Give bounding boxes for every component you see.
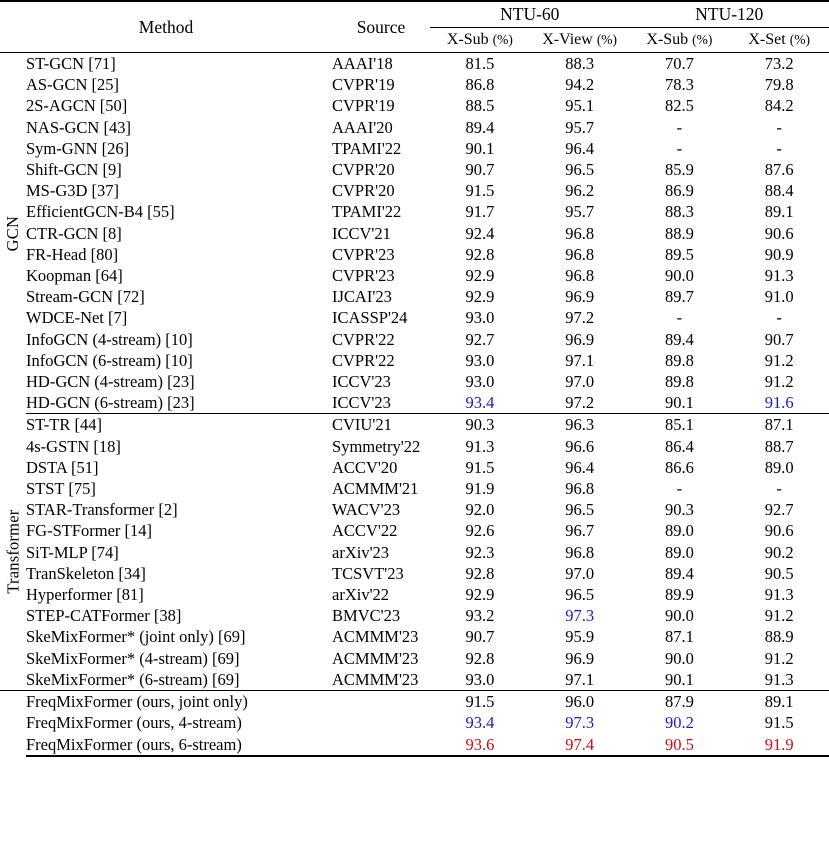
cell-ntu60-xview: 96.8 [565,223,595,243]
cell-ntu120-xsub: 89.4 [664,563,694,583]
cell-ntu60-xview: 96.7 [565,521,595,541]
table-row [0,159,829,180]
cell-ntu120-xset: - [776,138,782,158]
cell-source: CVPR'22 [332,329,395,349]
cell-ntu120-xset: 90.2 [764,542,794,562]
cell-ntu60-xsub: 91.9 [465,479,495,499]
cell-ntu120-xset: 73.2 [729,53,829,75]
cell-source: arXiv'22 [332,585,390,605]
cell-source: ICCV'23 [332,372,391,392]
cell-ntu60-xsub: 90.7 [465,160,495,180]
cell-ntu120-xsub: - [676,138,683,158]
cell-method: HD-GCN (4-stream) [23] [26,372,195,392]
cell-ntu120-xset: 91.2 [764,648,794,668]
cell-ntu120-xsub: 70.7 [630,53,730,75]
cell-ntu120-xsub: 89.9 [664,585,694,605]
cell-ntu120-xset: 91.2 [764,350,794,370]
cell-ntu120-xsub: 87.9 [630,691,730,713]
cell-ntu120-xsub: - [676,308,683,328]
cell-ntu120-xsub: 90.5 [630,734,730,756]
cell-ntu120-xset: 88.9 [764,627,794,647]
subcol-label: X-View [542,31,593,48]
cell-ntu60-xview: 96.5 [565,160,595,180]
cell-ntu60-xsub: 91.5 [465,181,495,201]
table-row [0,478,829,499]
cell-method: SkeMixFormer* (4-stream) [69] [26,648,240,668]
column-group-ntu120: NTU-120 [630,1,829,28]
cell-method: FG-STFormer [14] [26,521,153,541]
cell-ntu60-xsub: 92.8 [465,648,495,668]
cell-source: CVPR'19 [332,75,395,95]
column-header-ntu60-xsub [430,28,530,53]
table-row [0,74,829,95]
unit-label: (%) [692,32,713,47]
table-row [0,53,829,75]
cell-ntu120-xset: 88.4 [764,181,794,201]
cell-ntu60-xsub: 92.8 [465,244,495,264]
cell-source: ACMMM'23 [332,669,419,689]
cell-ntu60-xview: 95.1 [565,96,595,116]
cell-ntu60-xview: 94.2 [565,75,595,95]
cell-method: FR-Head [80] [26,244,119,264]
cell-ntu120-xset: 89.0 [764,457,794,477]
table-row [0,584,829,605]
cell-ntu60-xsub: 91.7 [465,202,495,222]
cell-ntu60-xsub: 92.3 [465,542,495,562]
cell-ntu120-xsub: 87.1 [664,627,694,647]
cell-ntu120-xsub: 90.1 [664,669,694,689]
cell-ntu120-xsub: 85.1 [630,414,730,436]
cell-ntu60-xsub: 92.9 [465,585,495,605]
cell-ntu60-xsub: 92.7 [465,329,495,349]
cell-method: MS-G3D [37] [26,181,120,201]
cell-ntu120-xsub: 89.8 [664,350,694,370]
cell-ntu60-xview: 97.0 [565,563,595,583]
column-header-ntu120-xset [729,28,829,53]
cell-source: ACCV'22 [332,521,398,541]
cell-ntu60-xsub: 90.1 [465,138,495,158]
table-row [0,457,829,478]
cell-ntu60-xsub: 92.8 [465,563,495,583]
table-row [0,117,829,138]
section-label-text: GCN [3,215,23,252]
cell-method: HD-GCN (6-stream) [23] [26,393,195,413]
column-header-ntu120-xsub [630,28,730,53]
cell-ntu60-xview: 95.9 [565,627,595,647]
cell-ntu60-xview: 96.5 [565,500,595,520]
cell-method: Koopman [64] [26,266,123,286]
cell-ntu120-xsub: 89.4 [664,329,694,349]
cell-ntu120-xsub: - [676,479,683,499]
table-row [0,286,829,307]
cell-ntu120-xsub: 82.5 [664,96,694,116]
table-row [0,648,829,669]
cell-ntu120-xset: - [776,479,782,499]
cell-ntu120-xsub: - [676,117,683,137]
cell-ntu60-xsub: 93.0 [465,308,495,328]
section-label-transformer [0,414,26,691]
column-header-method: Method [0,1,332,53]
cell-source: ICCV'21 [332,223,391,243]
cell-ntu60-xsub: 93.0 [465,350,495,370]
cell-ntu60-xsub: 93.2 [465,606,495,626]
cell-source: WACV'23 [332,500,401,520]
cell-source: TPAMI'22 [332,138,402,158]
table-row [0,669,829,691]
cell-ntu60-xview: 96.0 [530,691,630,713]
cell-ntu120-xset: 91.5 [764,713,794,733]
table-row [0,95,829,116]
cell-ntu60-xview: 96.8 [565,479,595,499]
table-row [0,244,829,265]
cell-source [332,691,430,713]
cell-source: ICCV'23 [332,393,391,413]
cell-method: TranSkeleton [34] [26,563,146,583]
cell-ntu60-xview: 96.4 [565,138,595,158]
cell-ntu60-xsub: 91.5 [430,691,530,713]
cell-ntu60-xview: 97.0 [565,372,595,392]
cell-ntu60-xview: 96.8 [565,266,595,286]
cell-ntu120-xset: 91.0 [764,287,794,307]
cell-ntu120-xset: 79.8 [764,75,794,95]
cell-source: arXiv'23 [332,542,390,562]
column-group-ntu60: NTU-60 [430,1,630,28]
cell-method: CTR-GCN [8] [26,223,122,243]
cell-ntu120-xset: 87.1 [729,414,829,436]
cell-source: ACMMM'21 [332,479,419,499]
cell-ntu60-xsub: 92.0 [465,500,495,520]
cell-ntu120-xsub: 78.3 [664,75,694,95]
section-label-text: Transformer [3,509,23,595]
cell-ntu60-xsub: 92.6 [465,521,495,541]
cell-ntu120-xset: 90.7 [764,329,794,349]
cell-source: AAAI'18 [332,53,430,75]
cell-ntu120-xsub: 86.4 [664,436,694,456]
cell-ntu60-xview: 96.2 [565,181,595,201]
cell-ntu120-xsub: 90.3 [664,500,694,520]
cell-ntu120-xsub: 90.0 [664,266,694,286]
cell-ntu120-xset: 91.9 [729,734,829,756]
cell-method: FreqMixFormer (ours, 4-stream) [26,713,242,733]
cell-ntu120-xsub: 85.9 [664,160,694,180]
subcol-label: X-Set [748,31,786,48]
cell-ntu120-xset: 90.5 [764,563,794,583]
cell-method: InfoGCN (4-stream) [10] [26,329,193,349]
cell-ntu120-xset: 91.3 [764,669,794,689]
cell-ntu60-xview: 96.9 [565,329,595,349]
cell-source: CVPR'23 [332,244,395,264]
cell-ntu120-xsub: 86.9 [664,181,694,201]
cell-ntu120-xsub: 88.3 [664,202,694,222]
cell-source: CVPR'19 [332,96,395,116]
cell-ntu120-xsub: 88.9 [664,223,694,243]
cell-method: SiT-MLP [74] [26,542,119,562]
cell-ntu60-xsub: 92.9 [465,287,495,307]
cell-source: CVPR'22 [332,350,395,370]
cell-ntu60-xview: 97.1 [565,669,595,689]
cell-ntu120-xsub: 86.6 [664,457,694,477]
rotated-section-label [0,53,26,414]
cell-method: 2S-AGCN [50] [26,96,128,116]
cell-source: CVPR'23 [332,266,395,286]
table-row [0,712,829,733]
table-row [0,520,829,541]
cell-method: Sym-GNN [26] [26,138,130,158]
cell-ntu60-xview: 97.2 [565,393,595,413]
cell-ntu60-xsub: 81.5 [430,53,530,75]
cell-ntu120-xset: 91.3 [764,266,794,286]
cell-source: ACCV'20 [332,457,398,477]
cell-method: DSTA [51] [26,457,99,477]
cell-method: NAS-GCN [43] [26,117,131,137]
cell-ntu60-xview: 96.5 [565,585,595,605]
table-row [0,350,829,371]
unit-label: (%) [789,32,810,47]
unit-label: (%) [596,32,618,47]
cell-source: Symmetry'22 [332,436,421,456]
cell-ntu60-xview: 97.1 [565,350,595,370]
cell-ntu60-xsub: 90.7 [465,627,495,647]
table-row [0,563,829,584]
cell-ntu60-xview: 88.3 [530,53,630,75]
cell-ntu60-xsub: 92.4 [465,223,495,243]
cell-source: CVPR'20 [332,160,395,180]
cell-source [332,712,430,733]
cell-method: InfoGCN (6-stream) [10] [26,350,193,370]
cell-method: 4s-GSTN [18] [26,436,121,456]
subcol-label: X-Sub [646,31,689,48]
cell-source: ACMMM'23 [332,627,419,647]
cell-source: CVPR'20 [332,181,395,201]
cell-ntu60-xsub: 90.3 [430,414,530,436]
table-row [0,307,829,328]
table-row [0,223,829,244]
cell-ntu60-xview: 97.3 [565,713,595,733]
cell-ntu60-xsub: 88.5 [465,96,495,116]
cell-ntu60-xview: 96.9 [565,648,595,668]
cell-ntu120-xsub: 90.1 [664,393,694,413]
cell-ntu60-xsub: 86.8 [465,75,495,95]
cell-ntu120-xset: - [776,308,782,328]
cell-ntu60-xview: 97.4 [530,734,630,756]
table-row [0,414,829,436]
cell-method: SkeMixFormer* (joint only) [69] [26,627,246,647]
section-label-none [0,691,26,756]
cell-ntu60-xview: 96.8 [565,542,595,562]
cell-method: FreqMixFormer (ours, joint only) [26,691,332,713]
cell-ntu60-xview: 95.7 [565,117,595,137]
cell-method: EfficientGCN-B4 [55] [26,202,175,222]
cell-method: STST [75] [26,479,96,499]
cell-source: ICASSP'24 [332,308,408,328]
subcol-label: X-Sub [446,31,489,48]
table-row [0,180,829,201]
cell-method: Hyperformer [81] [26,585,144,605]
cell-ntu120-xset: 91.2 [764,372,794,392]
cell-ntu120-xset: 90.6 [764,223,794,243]
table-row [0,734,829,756]
cell-method: Stream-GCN [72] [26,287,145,307]
cell-ntu120-xsub: 89.0 [664,542,694,562]
cell-ntu120-xset: 89.1 [729,691,829,713]
cell-source [332,734,430,756]
section-label-gcn [0,53,26,414]
cell-method: ST-TR [44] [26,414,332,436]
table-row [0,436,829,457]
table-row [0,605,829,626]
cell-source: TCSVT'23 [332,563,404,583]
table-row [0,542,829,563]
cell-method: WDCE-Net [7] [26,308,128,328]
cell-ntu60-xview: 96.4 [565,457,595,477]
cell-source: AAAI'20 [332,117,393,137]
cell-source: ACMMM'23 [332,648,419,668]
cell-method: STEP-CATFormer [38] [26,606,182,626]
cell-ntu120-xset: - [776,117,782,137]
cell-ntu120-xsub: 90.0 [664,648,694,668]
cell-ntu120-xsub: 89.7 [664,287,694,307]
cell-method: ST-GCN [71] [26,53,332,75]
cell-ntu60-xsub: 89.4 [465,117,495,137]
cell-ntu120-xsub: 89.0 [664,521,694,541]
cell-ntu120-xset: 89.1 [764,202,794,222]
header-row-groups [0,1,829,28]
cell-ntu60-xsub: 93.0 [465,669,495,689]
table-row [0,392,829,414]
cell-method: FreqMixFormer (ours, 6-stream) [26,734,332,756]
cell-ntu60-xsub: 93.4 [465,713,495,733]
cell-ntu120-xsub: 89.8 [664,372,694,392]
cell-ntu60-xview: 96.3 [530,414,630,436]
unit-label: (%) [492,32,513,47]
cell-method: AS-GCN [25] [26,75,120,95]
cell-ntu120-xsub: 90.2 [664,713,694,733]
table-row [0,138,829,159]
cell-ntu120-xset: 87.6 [764,160,794,180]
cell-ntu60-xview: 96.9 [565,287,595,307]
cell-ntu60-xsub: 91.3 [465,436,495,456]
cell-ntu120-xsub: 89.5 [664,244,694,264]
rotated-section-label [0,414,26,690]
cell-ntu60-xview: 97.3 [565,606,595,626]
table-row [0,626,829,647]
table-row [0,499,829,520]
cell-ntu120-xset: 88.7 [764,436,794,456]
table-row [0,329,829,350]
cell-source: TPAMI'22 [332,202,402,222]
cell-ntu120-xset: 90.6 [764,521,794,541]
cell-ntu60-xview: 96.6 [565,436,595,456]
table-row [0,201,829,222]
cell-ntu60-xview: 95.7 [565,202,595,222]
cell-ntu60-xsub: 91.5 [465,457,495,477]
cell-ntu120-xset: 91.3 [764,585,794,605]
column-header-ntu60-xview [530,28,630,53]
cell-ntu120-xset: 91.2 [764,606,794,626]
table-row [0,371,829,392]
cell-ntu120-xset: 91.6 [764,393,794,413]
cell-ntu60-xsub: 93.6 [430,734,530,756]
cell-method: SkeMixFormer* (6-stream) [69] [26,669,240,689]
cell-ntu60-xview: 96.8 [565,244,595,264]
table-row [0,265,829,286]
cell-ntu60-xsub: 93.0 [465,372,495,392]
cell-ntu120-xsub: 90.0 [664,606,694,626]
cell-ntu60-xsub: 93.4 [465,393,495,413]
cell-ntu120-xset: 84.2 [764,96,794,116]
cell-source: BMVC'23 [332,606,401,626]
cell-method: Shift-GCN [9] [26,160,122,180]
cell-ntu120-xset: 90.9 [764,244,794,264]
table-row [0,691,829,713]
cell-source: CVIU'21 [332,414,430,436]
cell-ntu60-xview: 97.2 [565,308,595,328]
table-header [0,1,829,53]
cell-ntu120-xset: 92.7 [764,500,794,520]
cell-source: IJCAI'23 [332,287,392,307]
cell-method: STAR-Transformer [2] [26,500,178,520]
cell-ntu60-xsub: 92.9 [465,266,495,286]
table-body [0,53,829,756]
column-header-source: Source [332,1,430,53]
